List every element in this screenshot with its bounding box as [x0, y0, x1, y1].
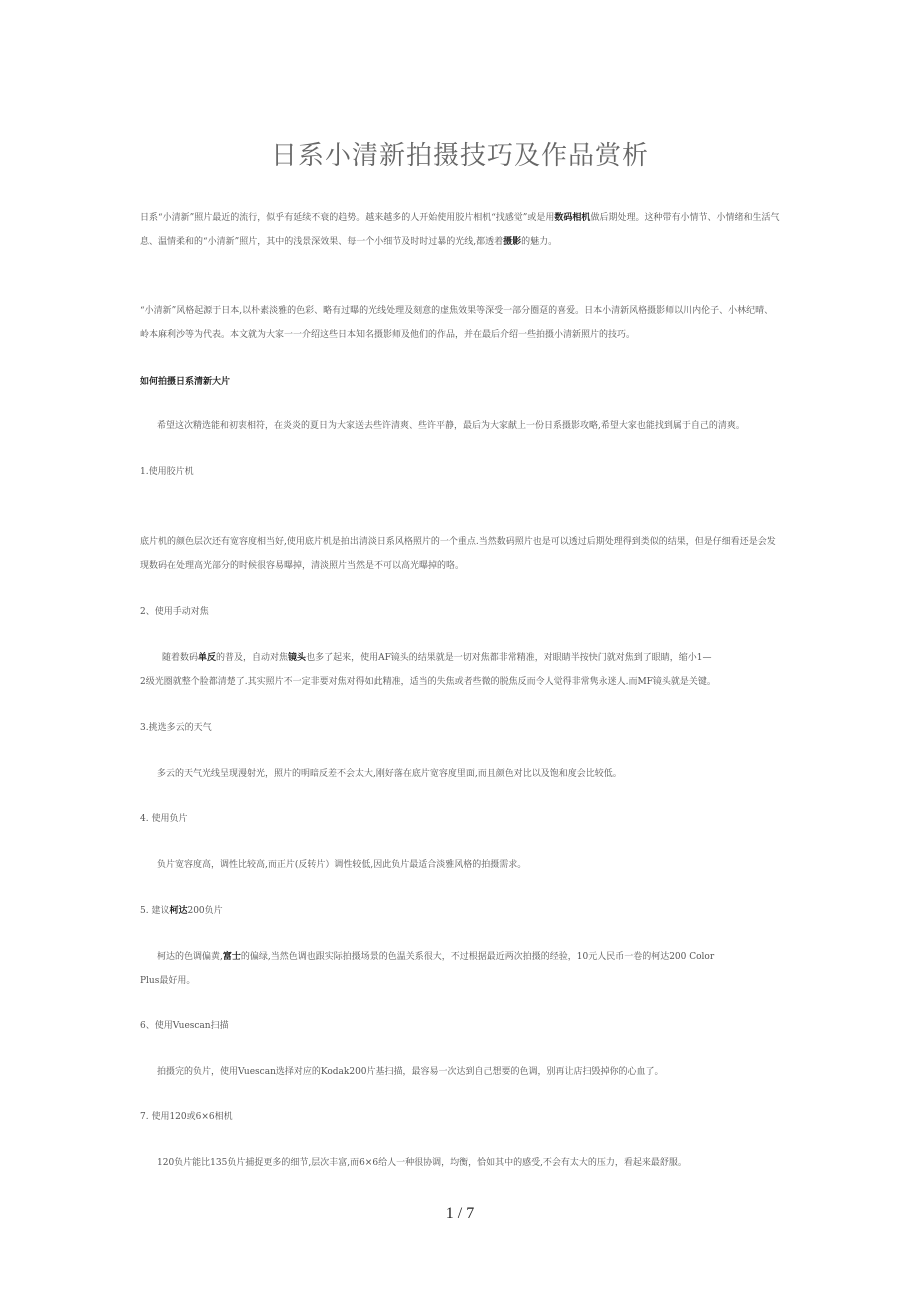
item-5-text-end: 的偏绿,当然色调也跟实际拍摄场景的色温关系很大，不过根据最近两次拍摄的经验，10元人民币一卷的柯达200 Color: [240, 952, 715, 962]
intro1-text-mid: 做后期处理。这种带有小情节、小情绪和生活气息、温情柔和的“小清新”照片，其中的浅景深效果、每一个小细节及时时过暴的光线,都透着: [140, 213, 780, 247]
item-2-bold-slr: 单反: [198, 653, 217, 663]
section-heading: 如何拍摄日系清新大片: [140, 377, 231, 387]
item-6-body: 拍摄完的负片，使用Vuescan选择对应的Kodak200片基扫描，最容易一次达到自己想要的色调，别再让店扫毁掉你的心血了。: [157, 1067, 664, 1077]
item-2-bold-lens: 镜头: [288, 653, 307, 663]
page-number: 1 / 7: [445, 1205, 475, 1222]
intro1-text: 日系“小清新”照片最近的流行，似乎有延续不衰的趋势。越来越多的人开始使用胶片相机“找感觉”或是用: [140, 213, 555, 223]
item-5-body-line-1: [140, 945, 782, 969]
item-5-heading-bold: 柯达: [169, 906, 188, 916]
intro1-bold-camera: 数码相机: [554, 213, 591, 223]
document-title: 日系小清新拍摄技巧及作品赏析: [270, 141, 649, 172]
item-5-heading-end: 200负片: [187, 906, 223, 916]
item-5-bold-fuji: 富士: [222, 952, 241, 962]
section-intro: 希望这次精选能和初衷相符，在炎炎的夏日为大家送去些许清爽、些许平静，最后为大家献上一份日系摄影攻略,希望大家也能找到属于自己的清爽。: [157, 421, 745, 431]
item-2-heading: 2、使用手动对焦: [140, 607, 209, 617]
item-2-text-end: 也多了起来，使用AF镜头的结果就是一切对焦都非常精准，对眼睛半按快门就对焦到了眼睛，缩小1—: [306, 653, 712, 663]
item-1-body: 底片机的颜色层次还有宽容度相当好,使用底片机是拍出清淡日系风格照片的一个重点.当然数码照片也是可以透过后期处理得到类似的结果，但是仔细看还是会发现数码在处理高光部分的时候很容易曝掉，清淡照片当然是不可以高光曝掉的咯。: [140, 537, 776, 571]
item-4-body: 负片宽容度高，调性比较高,而正片(反转片）调性较低,因此负片最适合淡雅风格的拍摄需求。: [157, 860, 527, 870]
item-5-heading-text: 5. 建议: [140, 906, 170, 916]
item-1-heading: 1.使用胶片机: [140, 467, 194, 477]
intro-paragraph-1: [140, 206, 782, 254]
item-2-body-line-2: 2级光圈就整个脸都清楚了.其实照片不一定非要对焦对得如此精准，适当的失焦或者些微的脱焦反而令人觉得非常隽永迷人.而MF镜头就是关键。: [140, 677, 716, 687]
item-7-body: 120负片能比135负片捕捉更多的细节,层次丰富,而6×6给人一种很协调，均衡，恰如其中的感受,不会有太大的压力，看起来最舒服。: [157, 1158, 687, 1168]
item-5-body-line-2: Plus最好用。: [140, 976, 196, 986]
intro1-text-end: 的魅力。: [521, 237, 558, 247]
item-7-heading: 7. 使用120或6×6相机: [140, 1112, 233, 1122]
item-2-text: 随着数码: [162, 653, 199, 663]
item-4-heading: 4. 使用负片: [140, 814, 188, 824]
intro1-bold-photo: 摄影: [503, 237, 522, 247]
item-6-heading: 6、使用Vuescan扫描: [140, 1021, 229, 1031]
item-2-text-mid: 的普及，自动对焦: [216, 653, 289, 663]
item-5-text: 柯达的色调偏黄,: [157, 952, 223, 962]
item-2-body-line-1: [140, 646, 782, 670]
item-3-heading: 3.挑选多云的天气: [140, 723, 212, 733]
item-5-heading: [140, 899, 782, 923]
item-3-body: 多云的天气光线呈现漫射光，照片的明暗反差不会太大,刚好落在底片宽容度里面,而且颜色对比以及饱和度会比较低。: [157, 769, 622, 779]
intro-paragraph-2: “小清新”风格起源于日本,以朴素淡雅的色彩、略有过曝的光线处理及刻意的虚焦效果等深受一部分圈趸的喜爱。日本小清新风格摄影师以川内伦子、小林纪晴、岭本麻利沙等为代表。本文就为大家一一介绍这些日本知名摄影师及他们的作品，并在最后介绍一些拍摄小清新照片的技巧。: [140, 306, 774, 340]
